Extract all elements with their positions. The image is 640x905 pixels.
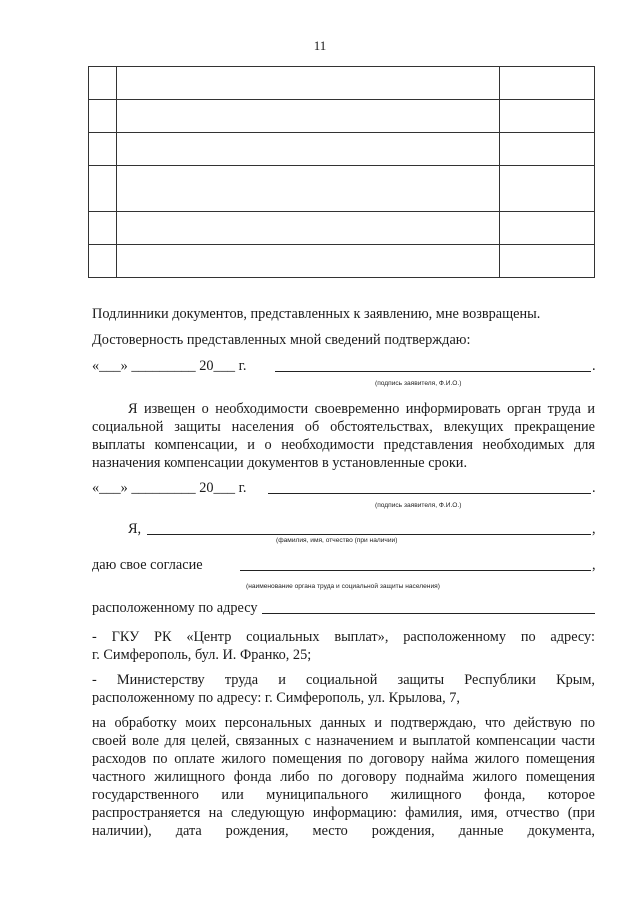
- paragraph-line: наличии), дата рождения, место рождения, данные документа,: [92, 823, 595, 839]
- date-month-1: _________: [131, 358, 196, 374]
- table-row: [89, 245, 595, 278]
- table-row: [89, 133, 595, 166]
- paragraph-line: - ГКУ РК «Центр социальных выплат», расположенному по адресу:: [92, 629, 595, 645]
- paragraph-line: распространяется на следующую информацию: фамилия, имя, отчество (при: [92, 805, 595, 821]
- date-year-2: 20___ г.: [199, 480, 247, 496]
- processing-paragraph: [92, 714, 595, 840]
- paragraph-line: социальной защиты населения об обстоятельствах, влекущих прекращение: [92, 419, 595, 435]
- table-row: [89, 100, 595, 133]
- table-cell: [117, 133, 500, 166]
- paragraph-line: - Министерству труда и социальной защиты Республики Крым,: [92, 672, 595, 688]
- date-line-2: [92, 479, 246, 497]
- date-line-1: [92, 357, 246, 375]
- table-cell: [500, 166, 595, 212]
- table-cell: [89, 67, 117, 100]
- date-year-1: 20___ г.: [199, 358, 247, 374]
- paragraph-line: расположенному по адресу: г. Симферополь, ул. Крылова, 7,: [92, 690, 460, 706]
- informed-paragraph: [92, 400, 595, 472]
- table-cell: [89, 166, 117, 212]
- ministry-paragraph: [92, 671, 595, 707]
- table-row: [89, 212, 595, 245]
- address-line: [262, 599, 595, 614]
- signature-caption-1: (подпись заявителя, Ф.И.О.): [375, 380, 462, 387]
- table-cell: [500, 245, 595, 278]
- paragraph-line: расходов по оплате жилого помещения по договору найма жилого помещения: [92, 751, 595, 767]
- table-cell: [500, 133, 595, 166]
- organ-caption: (наименование органа труда и социальной защиты населения): [246, 583, 440, 590]
- table-row: [89, 166, 595, 212]
- page-number: 11: [313, 38, 327, 53]
- fio-line: [147, 520, 591, 535]
- table-cell: [89, 100, 117, 133]
- date-day-1: «___»: [92, 358, 128, 374]
- table-cell: [500, 212, 595, 245]
- table-cell: [89, 133, 117, 166]
- table-cell: [117, 166, 500, 212]
- documents-table: [88, 66, 595, 278]
- table-cell: [500, 100, 595, 133]
- table-cell: [89, 245, 117, 278]
- table-row: [89, 67, 595, 100]
- paragraph-line: частного жилищного фонда либо по договору поднайма жилого помещения: [92, 769, 595, 785]
- table-cell: [500, 67, 595, 100]
- fio-caption: (фамилия, имя, отчество (при наличии): [276, 537, 398, 544]
- table-cell: [117, 67, 500, 100]
- paragraph-line: выплаты компенсации, и о необходимости представления необходимых для: [92, 437, 595, 453]
- gku-paragraph: [92, 628, 595, 664]
- i-label: Я,: [128, 521, 142, 537]
- fio-line-end: ,: [592, 521, 596, 537]
- signature-line-1: [275, 357, 591, 372]
- table-cell: [117, 245, 500, 278]
- paragraph-line: государственного или муниципального жилищного фонда, которое: [92, 787, 595, 803]
- consent-label: даю свое согласие: [92, 557, 203, 573]
- confirm-text: Достоверность представленных мной сведений подтверждаю:: [92, 332, 471, 348]
- paragraph-line: своей воле для целей, связанных с назначением и выплатой компенсации части: [92, 733, 595, 749]
- signature-line-end-2: .: [592, 480, 596, 496]
- documents-returned-text: Подлинники документов, представленных к заявлению, мне возвращены.: [92, 306, 541, 322]
- address-label: расположенному по адресу: [92, 600, 258, 616]
- table-cell: [89, 212, 117, 245]
- paragraph-line: г. Симферополь, бул. И. Франко, 25;: [92, 647, 312, 663]
- signature-caption-2: (подпись заявителя, Ф.И.О.): [375, 502, 462, 509]
- date-day-2: «___»: [92, 480, 128, 496]
- paragraph-line: Я извещен о необходимости своевременно информировать орган труда и: [128, 401, 595, 417]
- organ-line-end: ,: [592, 557, 596, 573]
- signature-line-2: [268, 479, 591, 494]
- table-cell: [117, 212, 500, 245]
- table-cell: [117, 100, 500, 133]
- paragraph-line: на обработку моих персональных данных и подтверждаю, что действую по: [92, 715, 595, 731]
- organ-line: [240, 556, 591, 571]
- date-month-2: _________: [131, 480, 196, 496]
- signature-line-end-1: .: [592, 358, 596, 374]
- paragraph-line: назначения компенсации документов в установленные сроки.: [92, 455, 468, 471]
